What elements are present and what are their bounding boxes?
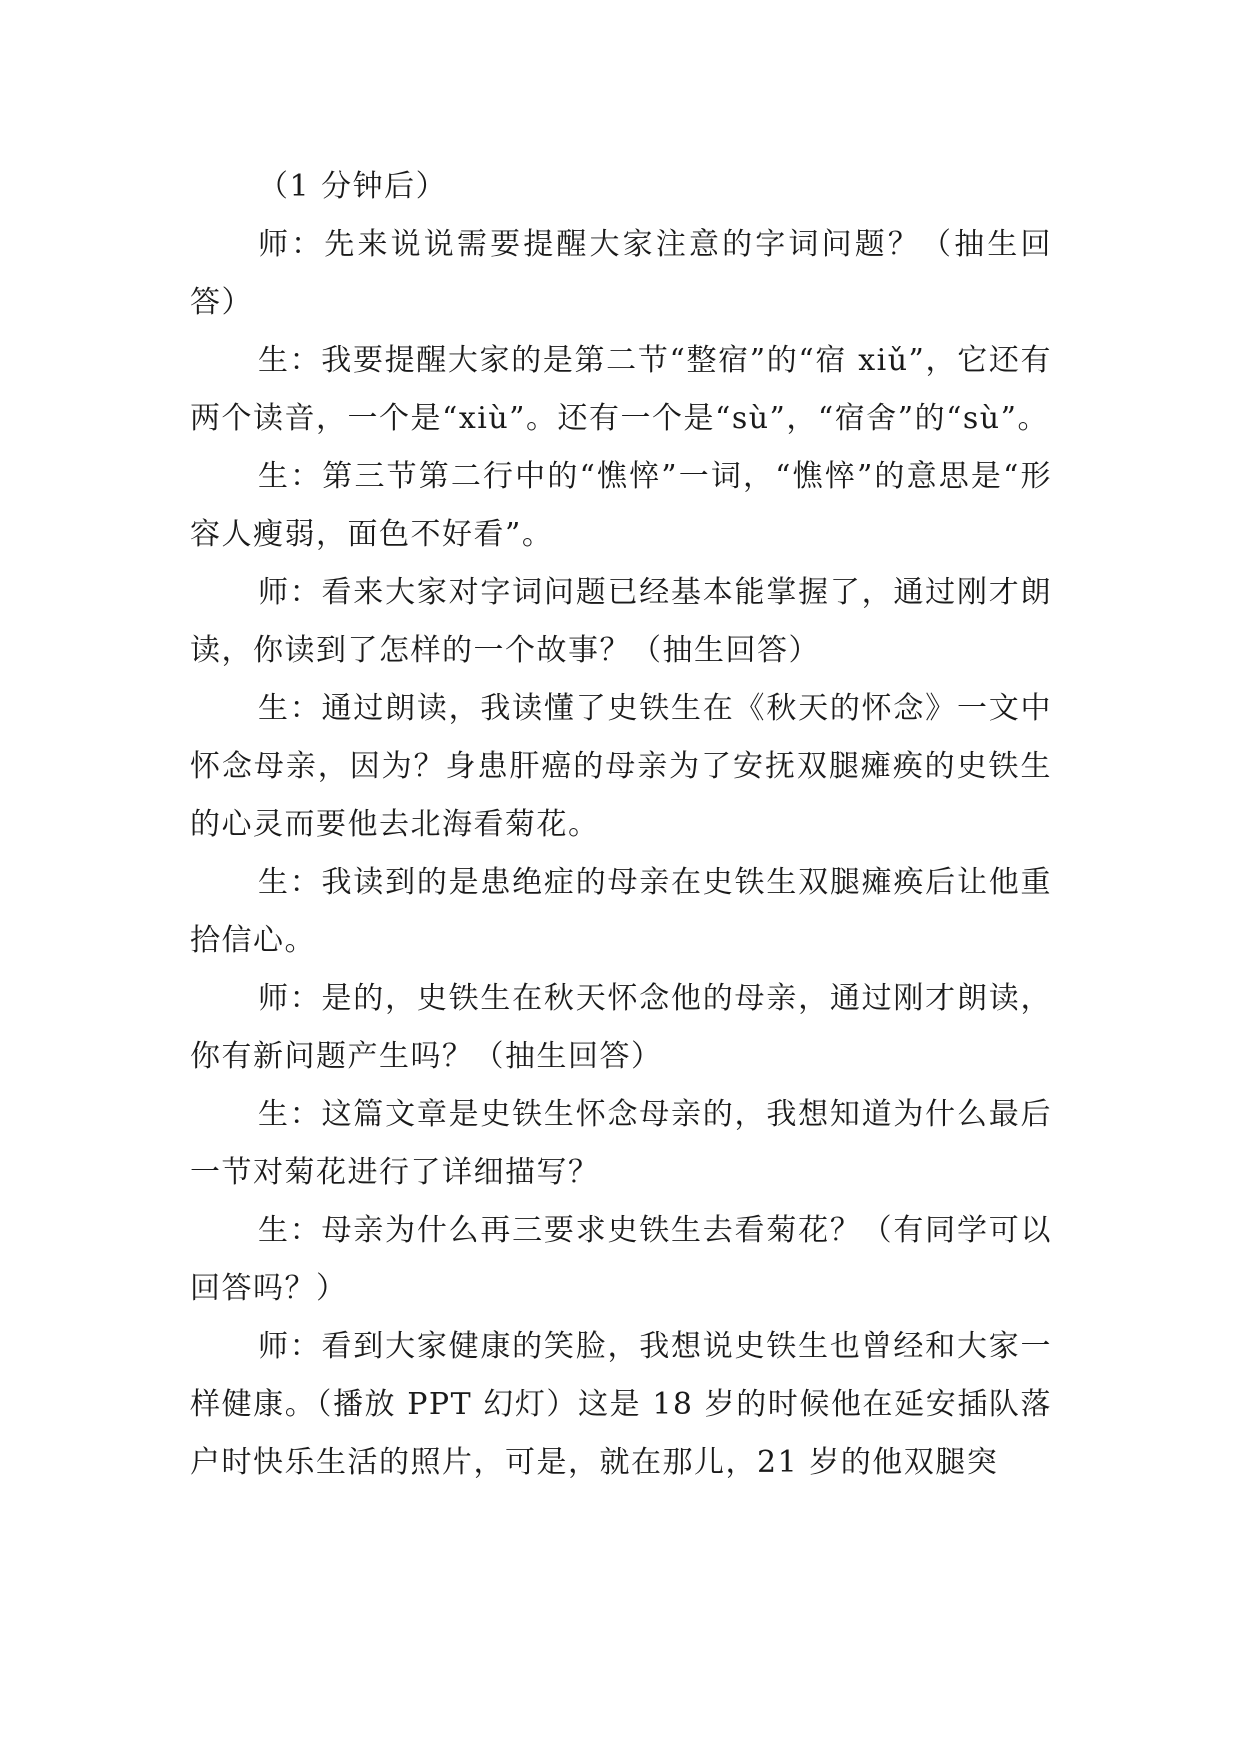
paragraph-teacher-new-questions: 师：是的，史铁生在秋天怀念他的母亲，通过刚才朗读，你有新问题产生吗？（抽生回答） [190,981,1052,1074]
paragraph-student-mother-request: 生：母亲为什么再三要求史铁生去看菊花？（有同学可以回答吗？） [190,1213,1052,1306]
paragraph-student-reading-summary: 生：通过朗读，我读懂了史铁生在《秋天的怀念》一文中怀念母亲，因为？身患肝癌的母亲为了安抚双腿瘫痪的史铁生的心灵而要他去北海看菊花。 [190,691,1052,842]
paragraph-student-chrysanthemum: 生：这篇文章是史铁生怀念母亲的，我想知道为什么最后一节对菊花进行了详细描写？ [190,1097,1052,1190]
paragraph-teacher-word-question: 师：先来说说需要提醒大家注意的字词问题？（抽生回答） [190,227,1052,320]
paragraph-student-qiaocui: 生：第三节第二行中的“憔悴”一词，“憔悴”的意思是“形容人瘦弱，面色不好看”。 [190,459,1052,552]
paragraph-teacher-ppt: 师：看到大家健康的笑脸，我想说史铁生也曾经和大家一样健康。（播放 PPT 幻灯）这是 18 岁的时候他在延安插队落户时快乐生活的照片，可是，就在那儿，21 岁的他双腿突 [190,1329,1052,1480]
document-body [190,158,1052,1492]
paragraph-one-minute-later: （1 分钟后） [258,169,448,204]
paragraph-teacher-story-question: 师：看来大家对字词问题已经基本能掌握了，通过刚才朗读，你读到了怎样的一个故事？（抽生回答） [190,575,1052,668]
paragraph-student-pronunciation: 生：我要提醒大家的是第二节“整宿”的“宿 xiǔ”，它还有两个读音，一个是“xiù”。还有一个是“sù”，“宿舍”的“sù”。 [190,343,1052,436]
paragraph-student-confidence: 生：我读到的是患绝症的母亲在史铁生双腿瘫痪后让他重拾信心。 [190,865,1052,958]
